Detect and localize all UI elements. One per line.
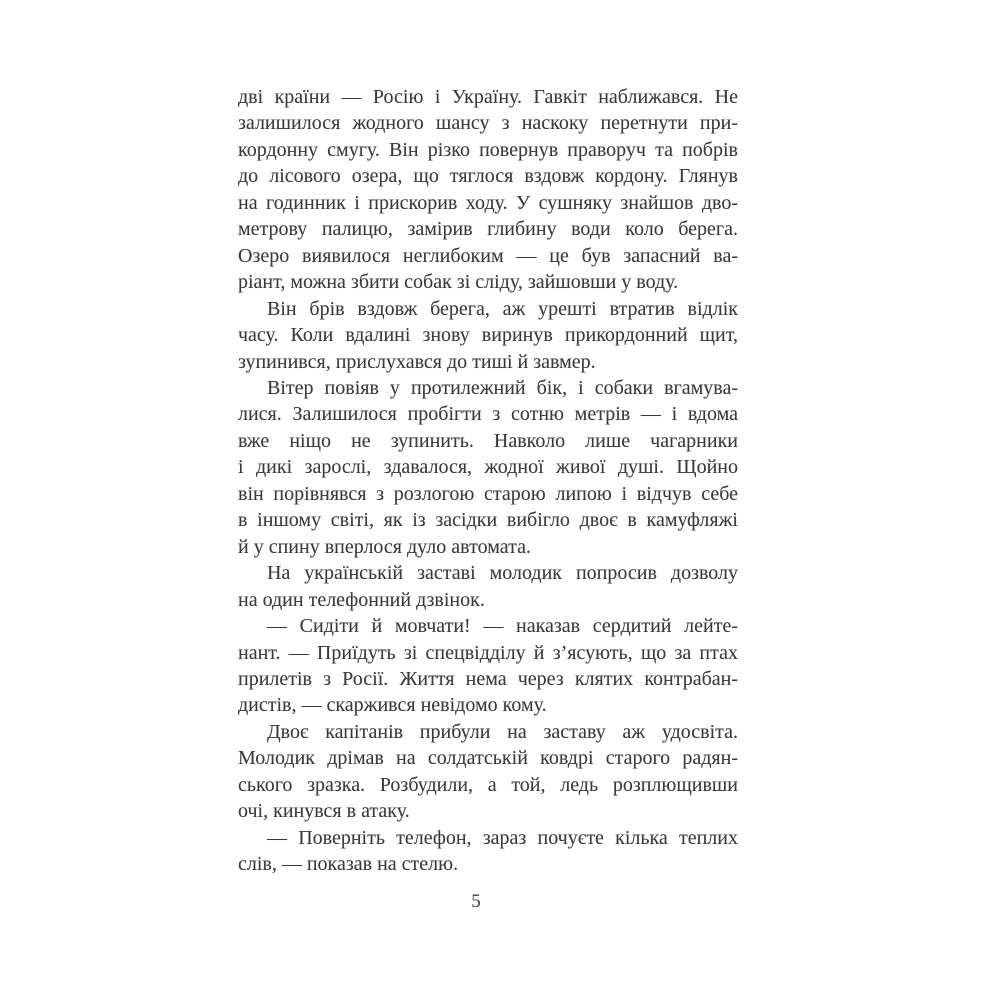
text-line: залишилося жодного шансу з наскоку перетнути при- xyxy=(238,112,738,135)
text-line: — Поверніть телефон, зараз почуєте кілька теплих xyxy=(267,826,738,849)
paragraph xyxy=(238,375,738,560)
text-line: кордонну смугу. Він різко повернув праворуч та побрів xyxy=(238,138,738,161)
text-line: на один телефонний дзвінок. xyxy=(238,588,485,611)
text-line: й у спину вперлося дуло автомата. xyxy=(238,535,531,558)
page-number: 5 xyxy=(471,891,481,912)
text-line: на годинник і прискорив ходу. У сушняку знайшов дво- xyxy=(238,191,738,214)
text-line: Озеро виявилося неглибоким — це був запасний ва- xyxy=(238,244,738,267)
text-line: лися. Залишилося пробігти з сотню метрів — і вдома xyxy=(238,403,738,426)
text-block xyxy=(238,84,738,878)
paragraph xyxy=(238,84,738,296)
text-line: часу. Коли вдалині знову виринув прикордонний щит, xyxy=(238,324,738,347)
text-line: прилетів з Росії. Життя нема через клятих контрабан- xyxy=(238,667,738,690)
paragraph xyxy=(238,560,738,613)
paragraph xyxy=(238,613,738,719)
text-line: в іншому світі, як із засідки вибігло двоє в камуфляжі xyxy=(238,509,738,532)
text-line: Вітер повіяв у протилежний бік, і собаки вгамува- xyxy=(267,376,738,399)
paragraph xyxy=(238,825,738,878)
text-line: він порівнявся з розлогою старою липою і відчув себе xyxy=(238,482,738,505)
text-line: слів, — показав на стелю. xyxy=(238,853,459,876)
text-line: метрову палицю, замірив глибину води коло берега. xyxy=(238,218,738,241)
text-line: ріант, можна збити собак зі сліду, зайшовши у воду. xyxy=(238,271,679,294)
text-line: — Сидіти й мовчати! — наказав сердитий лейте- xyxy=(267,615,738,638)
text-line: і дикі зарослі, здавалося, жодної живої душі. Щойно xyxy=(238,456,738,479)
text-line: дві країни — Росію і Україну. Гавкіт наближався. Не xyxy=(238,86,738,108)
text-line: На українській заставі молодик попросив дозволу xyxy=(267,562,738,585)
text-line: дистів, — скаржився невідомо кому. xyxy=(238,694,547,717)
paragraph xyxy=(238,719,738,825)
text-line: очі, кинувся в атаку. xyxy=(238,800,410,823)
text-line: до лісового озера, що тяглося вздовж кордону. Глянув xyxy=(238,165,738,188)
text-line: вже ніщо не зупинить. Навколо лише чагарники xyxy=(238,429,738,452)
text-line: Молодик дрімав на солдатській ковдрі старого радян- xyxy=(238,747,738,770)
text-line: Він брів вздовж берега, аж урешті втратив відлік xyxy=(267,297,738,320)
text-line: ського зразка. Розбудили, а той, ледь розплющивши xyxy=(238,773,738,796)
text-line: Двоє капітанів прибули на заставу аж удосвіта. xyxy=(267,720,738,743)
text-line: зупинився, прислухався до тиші й завмер. xyxy=(238,350,596,373)
text-line: нант. — Приїдуть зі спецвідділу й з’ясують, що за птах xyxy=(238,641,738,664)
paragraph xyxy=(238,296,738,375)
